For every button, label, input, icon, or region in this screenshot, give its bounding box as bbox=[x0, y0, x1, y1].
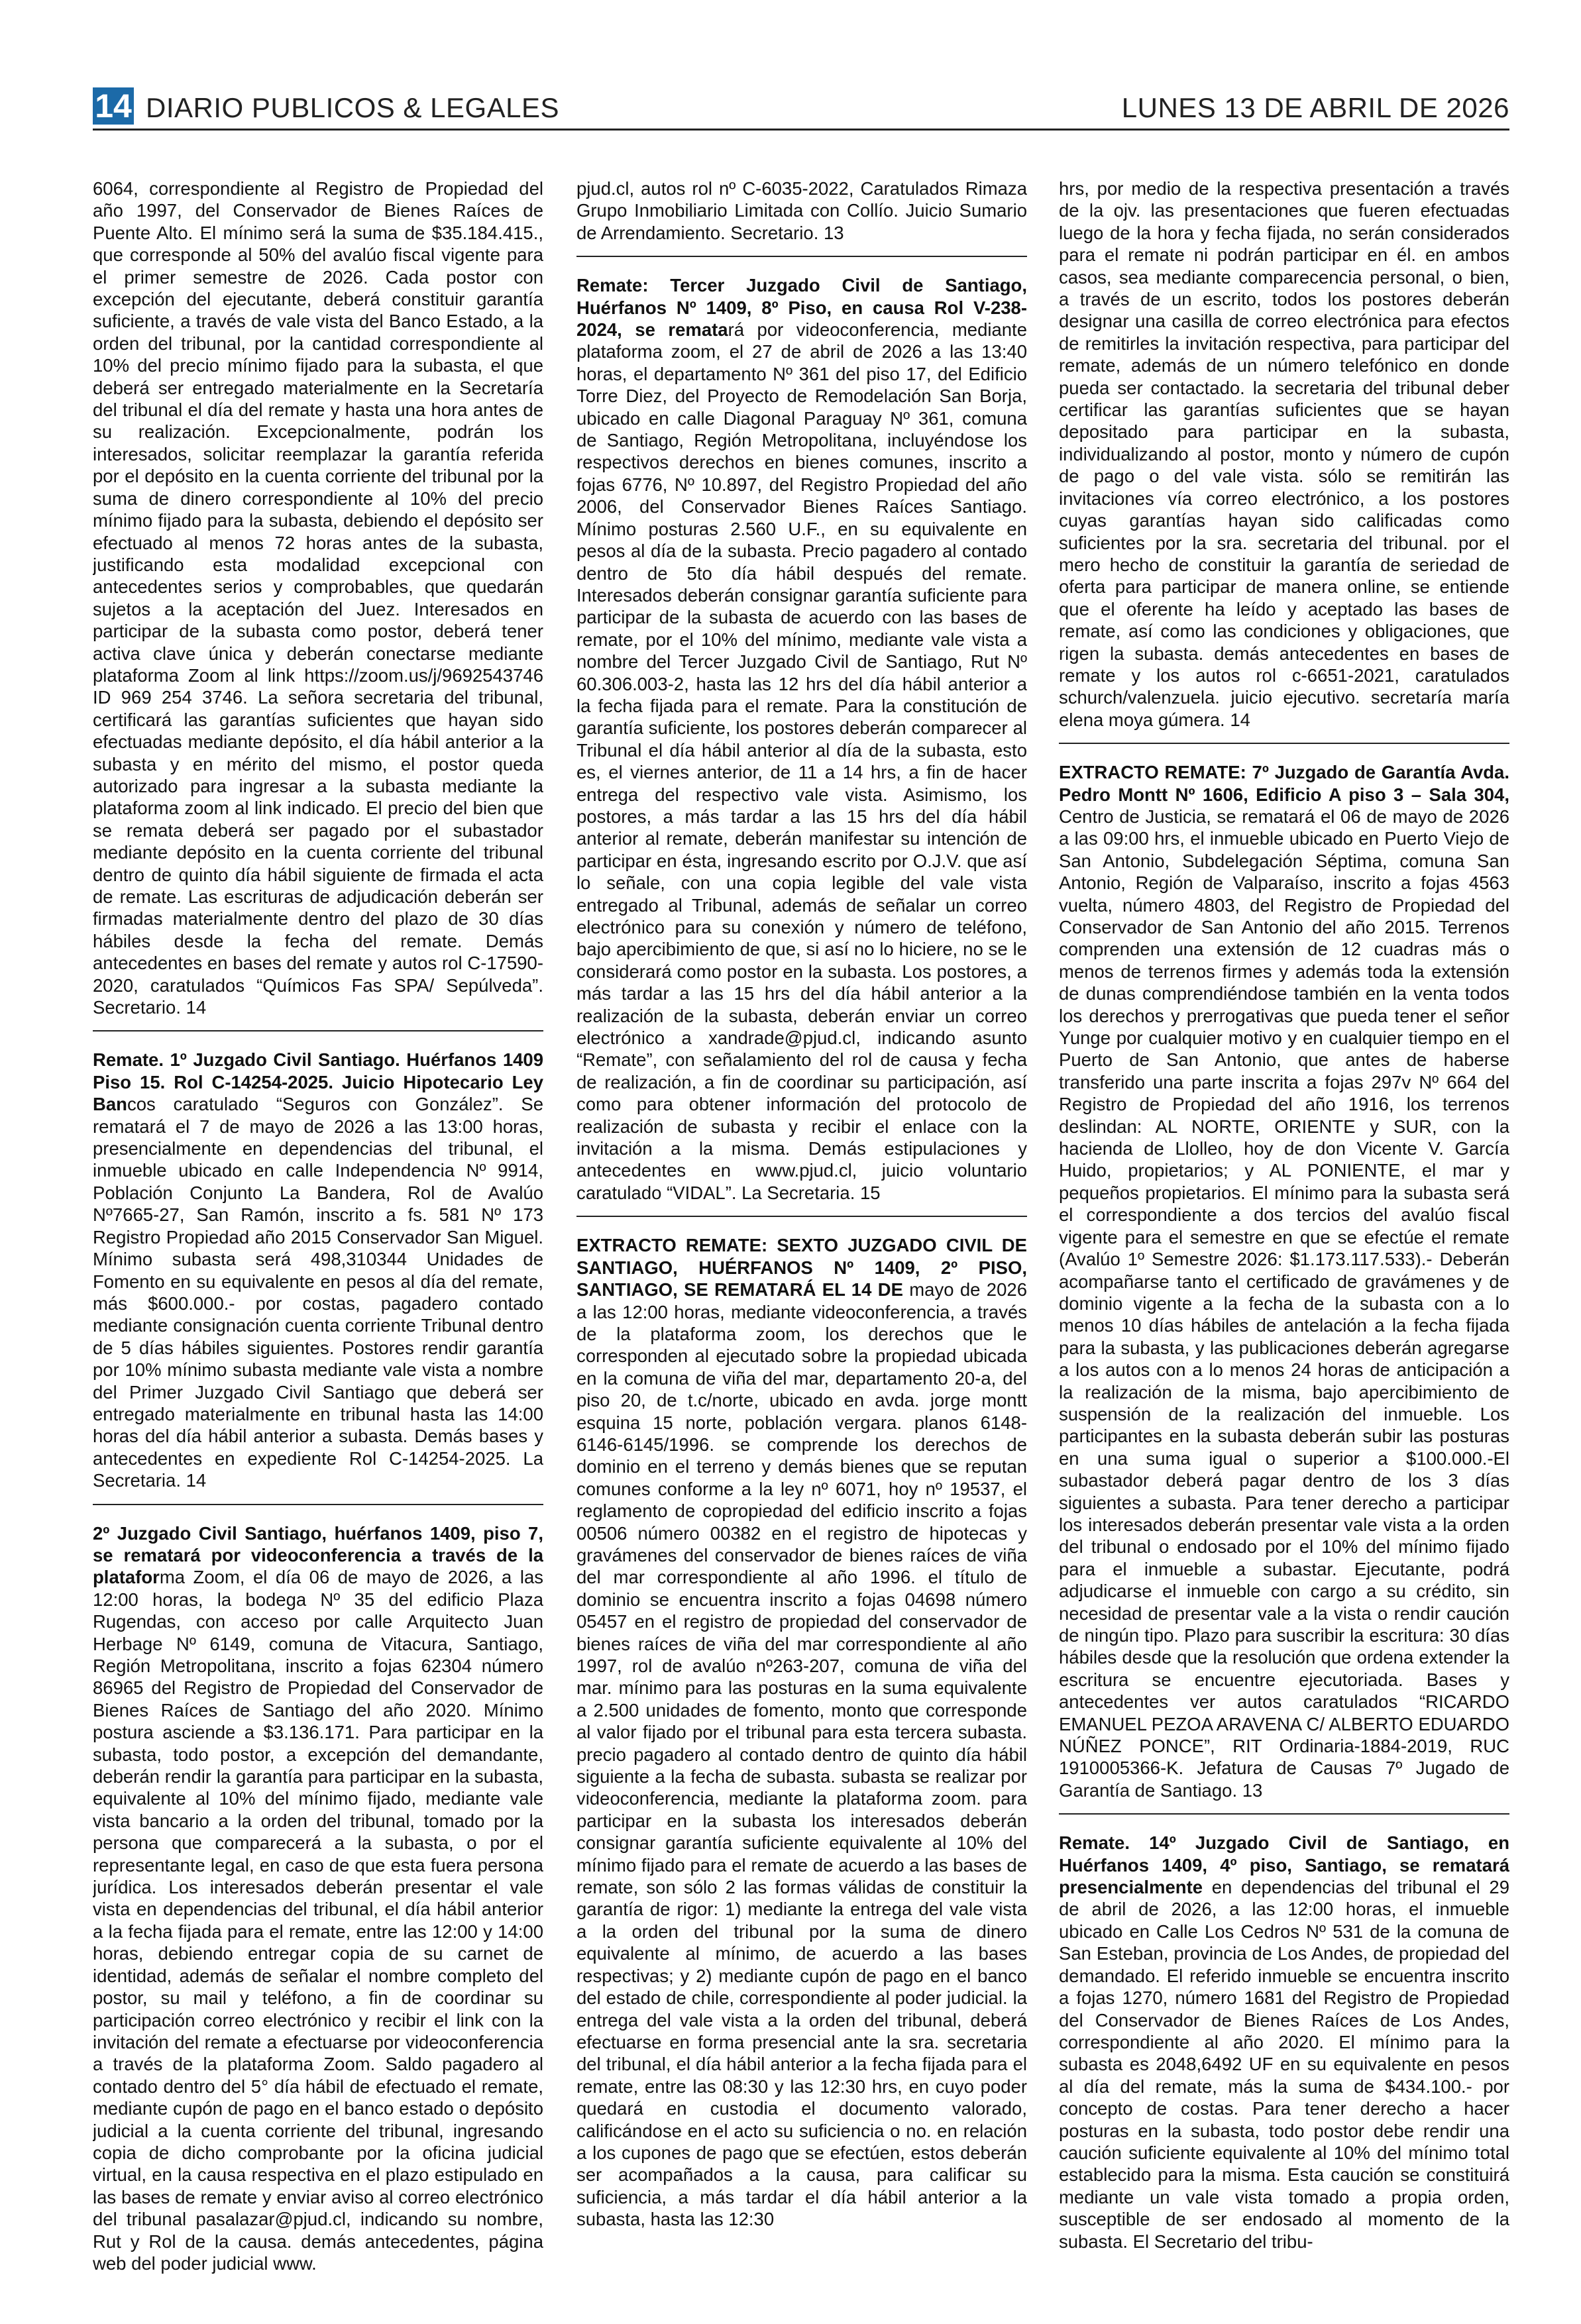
column-3 bbox=[1059, 178, 1509, 2317]
notice bbox=[576, 1234, 1027, 2242]
notice-heading: Remate. 14º Juzgado Civil de Santiago, en Huérfanos 1409, 4º piso, Santiago, se rematará presencialmente bbox=[1059, 1832, 1509, 1898]
notice bbox=[93, 1049, 543, 1505]
notice-heading: 2º Juzgado Civil Santiago, huérfanos 1409, piso 7, se rematará por videoconferencia a través de la platafor bbox=[93, 1522, 543, 1588]
notice bbox=[93, 178, 543, 1031]
column-1 bbox=[93, 178, 543, 2317]
notice bbox=[1059, 178, 1509, 744]
notice-body: hrs, por medio de la respectiva presentación a través de la ojv. las presentaciones que fueren efectuadas luego de la hora y fecha fijada, no serán considerados para el remate ni podrán participar en él. en ambos casos, sea mediante comparecencia personal, o bien, a través de un escrito, todos los postores deberán designar una casilla de correo electrónica para efectos de remitirles la invitación respectiva, para participar del remate, además de un número telefónico en donde pueda ser contactado. la secretaria del tribunal deber certificar las garantías suficientes que se hayan depositado para participar en la subasta, individualizando al postor, monto y número de cupón de pago o del vale vista. sólo se remitirán las invitaciones vía correo electrónico, a los postores cuyas garantías hayan sido calificadas como suficientes por la sra. secretaria del tribunal. por el mero hecho de constituir la garantía de seriedad de oferta para participar de manera online, se entiende que el oferente ha leído y aceptado las bases de remate, así como las condiciones y obligaciones, que rigen la subasta. demás antecedentes en bases de remate y los autos rol c-6651-2021, caratulados schurch/valenzuela. juicio ejecutivo. secretaría maría elena moya gúmera. 14 bbox=[1059, 178, 1509, 730]
notice-body: ma Zoom, el día 06 de mayo de 2026, a las 12:00 horas, la bodega Nº 35 del edificio Plaza Rugendas, con acceso por calle Arquitecto Juan Herbage Nº 6149, comuna de Vitacura, Santiago, Región Metropolitana, inscrito a fojas 62304 número 86965 del Registro de Propiedad del Conservador de Bienes Raíces de Santiago del año 2020. Mínimo postura asciende a $3.136.171. Para participar en la subasta, todo postor, a excepción del demandante, deberán rendir la garantía para participar en la subasta, equivalente al 10% del mínimo fijado, mediante vale vista bancario a la orden del tribunal, tomado por la persona que comparecerá a la subasta, o por el representante legal, en caso de que esta fuera persona jurídica. Los interesados deberán presentar el vale vista en dependencias del tribunal, el día hábil anterior a la fecha fijada para el remate, entre las 12:00 y 14:00 horas, debiendo entregar copia de su carnet de identidad, además de señalar el nombre completo del postor, su mail y teléfono, a fin de coordinar su participación correo electrónico y recibir el link con la invitación del remate a efectuarse por videoconferencia a través de la plataforma Zoom. Saldo pagadero al contado dentro del 5° día hábil de efectuado el remate, mediante cupón de pago en el banco estado o depósito judicial a la cuenta corriente del tribunal, ingresando copia de dicho comprobante por la oficina judicial virtual, en la causa respectiva en el plazo estipulado en las bases de remate y enviar aviso al correo electrónico del tribunal pasalazar@pjud.cl, indicando su nombre, Rut y Rol de la causa. demás antecedentes, página web del poder judicial www. bbox=[93, 1567, 543, 2274]
publication-title: DIARIO PUBLICOS & LEGALES bbox=[146, 92, 560, 123]
notice-body: en dependencias del tribunal el 29 de abril de 2026, a las 12:00 horas, el inmueble ubicado en Calle Los Cedros Nº 531 de la comuna de San Esteban, provincia de Los Andes, de propiedad del demandado. El referido inmueble se encuentra inscrito a fojas 1270, número 1681 del Registro de Propiedad del Conservador de Bienes Raíces de Los Andes, correspondiente al año 2020. El mínimo para la subasta es 2048,6492 UF en su equivalente en pesos al día del remate, más la suma de $434.100.- por concepto de costas. Para tener derecho a hacer posturas en la subasta, todo postor debe rendir una caución suficiente equivalente al 10% del mínimo total establecido para la misma. Esta caución se constituirá mediante un vale vista tomado a propia orden, susceptible de ser endosado al momento de la subasta. El Secretario del tribu- bbox=[1059, 1877, 1509, 2252]
notice-heading: EXTRACTO REMATE: SEXTO JUZGADO CIVIL DE SANTIAGO, HUÉRFANOS Nº 1409, 2º PISO, SANTIAGO, SE REMATARÁ EL 14 DE bbox=[576, 1235, 1027, 1300]
notice bbox=[576, 178, 1027, 257]
notice-body: 6064, correspondiente al Registro de Propiedad del año 1997, del Conservador de Bienes Raíces de Puente Alto. El mínimo será la suma de $35.184.415., que corresponde al 50% del avalúo fiscal vigente para el primer semestre de 2026. Cada postor con excepción del ejecutante, deberá constituir garantía suficiente, a través de vale vista del Banco Estado, a la orden del tribunal, por la cantidad correspondiente al 10% del precio mínimo fijado para la subasta, el que deberá ser entregado materialmente en la Secretaría del tribunal el día del remate y hasta una hora antes de su realización. Excepcionalmente, podrán los interesados, solicitar reemplazar la garantía referida por el depósito en la cuenta corriente del tribunal por la suma de dinero correspondiente al 10% del precio mínimo fijado para la subasta, debiendo el depósito ser efectuado al menos 72 horas antes de la subasta, justificando esta modalidad excepcional con antecedentes serios y comprobables, que quedarán sujetos a la aceptación del Juez. Interesados en participar de la subasta como postor, deberá tener activa clave única y deberán conectarse mediante plataforma Zoom al link https://zoom.us/j/9692543746 ID 969 254 3746. La señora secretaria del tribunal, certificará las garantías suficientes que hayan sido efectuadas mediante depósito, el día hábil anterior a la subasta y en mérito del mismo, el postor queda autorizado para ingresar a la subasta mediante la plataforma zoom al link indicado. El precio del bien que se remata deberá ser pagado por el subastador mediante depósito en la cuenta corriente del tribunal dentro de quinto día hábil siguiente de firmada el acta de remate. Las escrituras de adjudicación deberán ser firmadas materialmente dentro del plazo de 30 días hábiles desde la fecha del remate. Demás antecedentes en bases del remate y autos rol C-17590-2020, caratulados “Químicos Fas SPA/ Sepúlveda”. Secretario. 14 bbox=[93, 178, 543, 1018]
notice bbox=[576, 274, 1027, 1217]
page-header bbox=[93, 85, 1509, 126]
header-rule bbox=[93, 129, 1509, 131]
notice-heading: Remate. 1º Juzgado Civil Santiago. Huérfanos 1409 Piso 15. Rol C-14254-2025. Juicio Hipotecario Ley Ban bbox=[93, 1049, 543, 1115]
notice bbox=[1059, 1832, 1509, 2264]
notice bbox=[93, 1522, 543, 2287]
notice-body: cos caratulado “Seguros con González”. Se rematará el 7 de mayo de 2026 a las 13:00 horas, presencialmente en dependencias del tribunal, el inmueble ubicado en calle Independencia Nº 9914, Población Conjunto La Bandera, Rol de Avalúo Nº7665-27, San Ramón, inscrito a fs. 581 Nº 173 Registro Propiedad año 2015 Conservador San Miguel. Mínimo subasta será 498,310344 Unidades de Fomento en su equivalente en pesos al día del remate, más $600.000.- por costas, pagadero contado mediante consignación cuenta corriente Tribunal dentro de 5 días hábiles siguientes. Postores rendir garantía por 10% mínimo subasta mediante vale vista a nombre del Primer Juzgado Civil Santiago que deberá ser entregado materialmente en tribunal hasta las 14:00 horas del día hábil anterior a subasta. Demás bases y antecedentes en expediente Rol C-14254-2025. La Secretaria. 14 bbox=[93, 1094, 543, 1491]
notice-body: pjud.cl, autos rol nº C-6035-2022, Caratulados Rimaza Grupo Inmobiliario Limitada con Collío. Juicio Sumario de Arrendamiento. Secretario. 13 bbox=[576, 178, 1027, 243]
page-number: 14 bbox=[93, 87, 134, 125]
issue-date: LUNES 13 DE ABRIL DE 2026 bbox=[1121, 92, 1509, 123]
column-2 bbox=[576, 178, 1027, 2317]
notice bbox=[1059, 761, 1509, 1815]
notice-heading: Remate: Tercer Juzgado Civil de Santiago, Huérfanos Nº 1409, 8º Piso, en causa Rol V-238-2024, se remata bbox=[576, 275, 1027, 341]
notice-body: Centro de Justicia, se rematará el 06 de mayo de 2026 a las 09:00 hrs, el inmueble ubicado en Puerto Viejo de San Antonio, Subdelegación Séptima, comuna San Antonio, Región de Valparaíso, inscrito a fojas 4563 vuelta, número 4803, del Registro de Propiedad del Conservador de San Antonio del año 2015. Terrenos comprenden una extensión de 12 cuadras más o menos de terrenos firmes y además toda la extensión de dunas comprendiéndose también en la venta todos los derechos y prerrogativas que pueda tener el señor Yunge por cualquier motivo y en cualquier tiempo en el Puerto de San Antonio, que antes de haberse transferido una parte inscrita a fojas 297v Nº 664 del Registro de Propiedad del año 1916, los terrenos deslindan: AL NORTE, ORIENTE y SUR, con la hacienda de Llolleo, hoy de don Vicente V. García Huido, propietarios; y AL PONIENTE, el mar y pequeños propietarios. El mínimo para la subasta será el correspondiente a dos tercios del avalúo fiscal vigente para el semestre en que se efectúe el remate (Avalúo 1º Semestre 2026: $1.173.117.533).- Deberán acompañarse tanto el certificado de gravámenes y de dominio vigente a la fecha de la subasta con a lo menos 10 días hábiles de antelación a la fecha fijada para la subasta, y las publicaciones deberán agregarse a los autos con a lo menos 24 horas de anticipación a la realización de la misma, bajo apercibimiento de suspensión de la realización del inmueble. Los participantes en la subasta deberán subir las posturas en una suma igual o superior a $100.000.-El subastador deberá pagar dentro de los 3 días siguientes a subasta. Para tener derecho a participar los interesados deberán presentar vale vista a la orden del tribunal o endosado por el 10% del mínimo fijado para el inmueble a subastar. Ejecutante, podrá adjudicarse el inmueble con cargo a su crédito, sin necesidad de presentar vale a la vista o rendir caución de ningún tipo. Plazo para suscribir la escritura: 30 días hábiles desde que la resolución que ordena extender la escritura se encuentre ejecutoriada. Bases y antecedentes ver autos caratulados “RICARDO EMANUEL PEZOA ARAVENA C/ ALBERTO EDUARDO NÚÑEZ PONCE”, RIT Ordinaria-1884-2019, RUC 1910005366-K. Jefatura de Causas 7º Jugado de Garantía de Santiago. 13 bbox=[1059, 806, 1509, 1801]
notice-body: rá por videoconferencia, mediante plataforma zoom, el 27 de abril de 2026 a las 13:40 horas, el departamento Nº 361 del piso 17, del Edificio Torre Diez, del Proyecto de Remodelación San Borja, ubicado en calle Diagonal Paraguay Nº 361, comuna de Santiago, Región Metropolitana, incluyéndose los respectivos derechos en bienes comunes, inscrito a fojas 6776, Nº 10.897, del Registro Propiedad del año 2006, del Conservador Bienes Raíces Santiago. Mínimo posturas 2.560 U.F., en su equivalente en pesos al día de la subasta. Precio pagadero al contado dentro de 5to día hábil después del remate. Interesados deberán consignar garantía suficiente para participar de la subasta de acuerdo con las bases de remate, por el 10% del mínimo, mediante vale vista a nombre del Tercer Juzgado Civil de Santiago, Rut Nº 60.306.003-2, hasta las 12 hrs del día hábil anterior a la fecha fijada para el remate. Para la constitución de garantía suficiente, los postores deberán comparecer al Tribunal el día hábil anterior al día de la subasta, esto es, el viernes anterior, de 11 a 14 hrs, a fin de hacer entrega del respectivo vale vista. Asimismo, los postores, a más tardar a las 15 hrs del día hábil anterior al remate, deberán manifestar su intención de participar en ésta, ingresando escrito por O.J.V. que así lo señale, con una copia legible del vale vista entregado al Tribunal, además de señalar un correo electrónico para su conexión y número de teléfono, bajo apercibimiento de que, si así no lo hiciere, no se le considerará como postor en la subasta. Los postores, a más tardar a las 15 hrs del día hábil anterior a la realización de la subasta, deberán enviar un correo electrónico a xandrade@pjud.cl, indicando asunto “Remate”, con señalamiento del rol de causa y fecha de realización, a fin de coordinar su participación, así como para obtener información del protocolo de realización de subasta y recibir el enlace con la invitación a la misma. Demás estipulaciones y antecedentes en www.pjud.cl, juicio voluntario caratulado “VIDAL”. La Secretaria. 15 bbox=[576, 319, 1027, 1203]
notice-heading: EXTRACTO REMATE: 7º Juzgado de Garantía Avda. Pedro Montt Nº 1606, Edificio A piso 3 – Sala 304, bbox=[1059, 762, 1509, 805]
notice-body: mayo de 2026 a las 12:00 horas, mediante videoconferencia, a través de la plataforma zoom, los derechos que le corresponden al ejecutado sobre la propiedad ubicada en la comuna de viña del mar, departamento 20-a, del piso 20, de t.c/norte, ubicado en avda. jorge montt esquina 15 norte, población vergara. planos 6148-6146-6145/1996. se comprende los derechos de dominio en el terreno y demás bienes que se reputan comunes conforme a la ley nº 6071, hoy nº 19537, el reglamento de copropiedad del edificio inscrito a fojas 00506 número 00382 en el registro de hipotecas y gravámenes del conservador de bienes raíces de viña del mar correspondiente al año 1996. el título de dominio se encuentra inscrito a fojas 04698 número 05457 en el registro de propiedad del conservador de bienes raíces de viña del mar correspondiente al año 1997, rol de avalúo nº263-207, comuna de viña del mar. mínimo para las posturas en la suma equivalente a 2.500 unidades de fomento, monto que corresponde al valor fijado por el tribunal para esta tercera subasta. precio pagadero al contado dentro de quinto día hábil siguiente a la fecha de subasta. subasta se realizar por videoconferencia, mediante la plataforma zoom. para participar en la subasta los interesados deberán consignar garantía suficiente equivalente al 10% del mínimo fijado para el remate de acuerdo a las bases de remate, son sólo 2 las formas válidas de constituir la garantía de rigor: 1) mediante la entrega del vale vista a la orden del tribunal por la suma de dinero equivalente al mínimo, de acuerdo a las bases respectivas; y 2) mediante cupón de pago en el banco del estado de chile, correspondiente al poder judicial. la entrega del vale vista a la orden del tribunal, deberá efectuarse en forma presencial ante la sra. secretaria del tribunal, el día hábil anterior a la fecha fijada para el remate, entre las 08:30 y las 12:30 hrs, en cuyo poder quedará en custodia el documento valorado, calificándose en el acto su suficiencia o no. en relación a los cupones de pago que se efectúen, estos deberán ser acompañados a la causa, para calificar su suficiencia, a más tardar el día hábil anterior a la subasta, hasta las 12:30 bbox=[576, 1279, 1027, 2230]
